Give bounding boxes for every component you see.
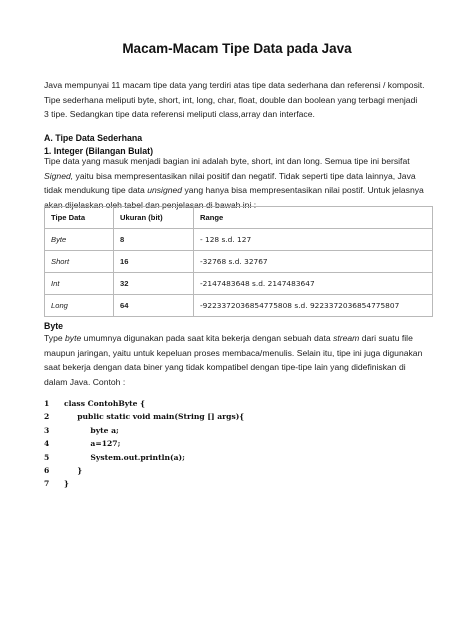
line-number: 3	[44, 425, 50, 435]
byte-line-4: dalam Java. Contoh :	[44, 376, 126, 387]
cell-range: -32768 s.d. 32767	[194, 251, 433, 273]
code-listing	[44, 397, 444, 491]
integer-paragraph	[44, 154, 436, 212]
byte-line-3: saat bekerja dengan data biner yang tidak kompatibel dengan tipe-tipe lain yang didefiniskan di	[44, 362, 406, 373]
code-text: a=127;	[64, 439, 121, 449]
intro-line-3: 3 tipe. Sedangkan tipe data referensi meliputi class,array dan interface.	[44, 109, 315, 120]
intro-line-1: Java mempunyai 11 macam tipe data yang terdiri atas tipe data sederhana dan referensi / komposit.	[44, 80, 425, 90]
table-row	[45, 273, 433, 295]
code-line	[44, 397, 444, 410]
cell-size: 32	[114, 273, 194, 295]
table-header-size: Ukuran (bit)	[114, 207, 194, 229]
code-text: public static void main(String [] args){	[64, 412, 245, 422]
code-text: System.out.println(a);	[64, 452, 185, 462]
integer-line-3-start: tidak mendukung tipe data	[44, 185, 148, 196]
cell-range: -9223372036854775808 s.d. 9223372036854775807	[194, 295, 433, 317]
code-text: byte a;	[64, 425, 119, 435]
table-row	[45, 229, 433, 251]
integer-line-2-text: yaitu bisa mempresentasikan nilai positif dan negatif. Tidak seperti tipe data lainnya, Java	[73, 170, 416, 181]
cell-type: Byte	[45, 229, 114, 251]
code-line	[44, 410, 444, 423]
code-text: }	[64, 465, 83, 475]
code-line	[44, 451, 444, 464]
cell-size: 8	[114, 229, 194, 251]
stream-term: stream	[333, 333, 360, 343]
document-title: Macam-Macam Tipe Data pada Java	[122, 41, 352, 56]
integer-line-1: Tipe data yang masuk menjadi bagian ini adalah byte, short, int dan long. Semua tipe ini bersifat	[44, 156, 410, 166]
intro-paragraph	[44, 78, 436, 122]
table-header-type: Tipe Data	[45, 207, 114, 229]
table-row	[45, 251, 433, 273]
code-line	[44, 464, 444, 477]
cell-type: Long	[45, 295, 114, 317]
table-header-row	[45, 207, 433, 229]
integer-line-3-end: yang hanya bisa mempresentasikan nilai postif. Untuk jelasnya	[182, 185, 424, 196]
section-heading-a: A. Tipe Data Sederhana	[44, 133, 143, 143]
line-number: 2	[44, 412, 50, 422]
line-number: 5	[44, 452, 50, 462]
table-row	[45, 295, 433, 317]
line-number: 4	[44, 439, 50, 449]
cell-size: 16	[114, 251, 194, 273]
code-text: class ContohByte {	[64, 399, 146, 408]
byte-line-1-c: dari suatu file	[359, 333, 413, 343]
cell-range: -2147483648 s.d. 2147483647	[194, 273, 433, 295]
integer-line-4: akan dijelaskan oleh tabel dan penjelasan di bawah ini :	[44, 199, 257, 210]
signed-term: Signed,	[44, 170, 74, 181]
cell-range: - 128 s.d. 127	[194, 229, 433, 251]
line-number: 7	[44, 479, 50, 489]
cell-type: Int	[45, 273, 114, 295]
cell-type: Short	[45, 251, 114, 273]
byte-line-1-a: Type	[44, 333, 66, 343]
subsection-heading-integer: 1. Integer (Bilangan Bulat)	[44, 146, 153, 156]
byte-line-2: maupun jaringan, yaitu untuk kepeluan proses membaca/menulis. Selain itu, tipe ini juga digunakan	[44, 347, 423, 358]
integer-types-table	[44, 206, 433, 317]
table-header-range: Range	[194, 207, 433, 229]
cell-size: 64	[114, 295, 194, 317]
code-line	[44, 437, 444, 450]
integer-line-3	[44, 183, 436, 198]
line-number: 1	[44, 399, 50, 408]
line-number: 6	[44, 465, 50, 475]
code-line	[44, 424, 444, 437]
code-text: }	[64, 479, 69, 489]
byte-term: byte	[65, 333, 82, 343]
code-line	[44, 477, 444, 490]
byte-line-1	[44, 331, 436, 346]
unsigned-term: unsigned	[147, 185, 183, 196]
integer-line-2	[44, 169, 436, 184]
intro-line-2: Tipe sederhana meliputi byte, short, int, long, char, float, double dan boolean yang terbagi menjadi	[44, 94, 418, 105]
byte-paragraph	[44, 331, 436, 389]
byte-line-1-b: umumnya digunakan pada saat kita bekerja dengan sebuah data	[81, 333, 334, 343]
byte-heading: Byte	[44, 321, 64, 331]
